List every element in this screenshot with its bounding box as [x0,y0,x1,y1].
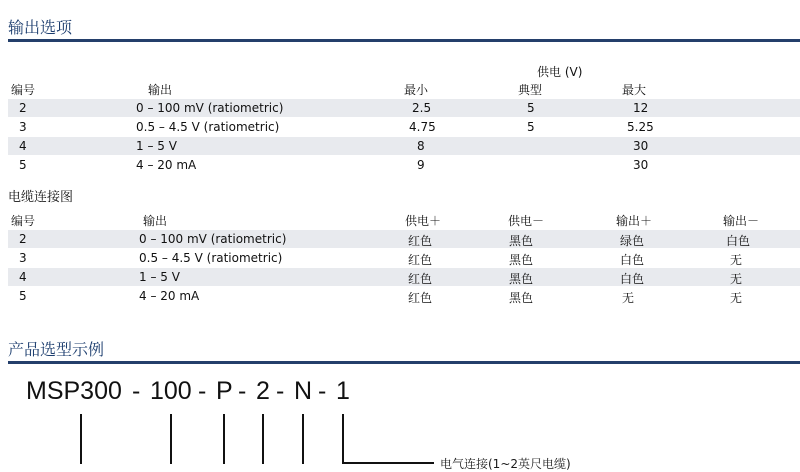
table-cell-output-minus: 无 [730,272,743,286]
part-pressure-unit: P [216,377,233,405]
table-cell-output-plus: 白色 [620,253,645,267]
table-cell-output-minus: 白色 [726,234,751,248]
part-output-code: 2 [256,377,270,405]
callout-line [302,414,304,464]
part-pressure-range: 100 [150,377,192,405]
part-separator: - [132,377,141,405]
callout-electrical-connection: 电气连接(1~2英尺电缆) [440,457,571,471]
col-header-output-minus: 输出－ [723,214,760,228]
table-cell-min: 4.75 [409,120,436,134]
table-cell-typical: 5 [527,120,535,134]
table-cell-supply-minus: 黑色 [509,291,534,305]
col-header-output: 输出 [148,83,173,97]
col-header-typical: 典型 [518,83,543,97]
table-cell-supply-minus: 黑色 [509,253,534,267]
part-separator: - [276,377,285,405]
col-header-max: 最大 [622,83,647,97]
ordering-example-title: 产品选型示例 [8,340,105,359]
table-cell-max: 30 [633,158,649,172]
row-band [8,230,800,248]
part-connector-code: N [294,377,313,405]
table-cell-code: 4 [19,139,27,153]
table-cell-output: 1 – 5 V [139,270,180,284]
table-cell-min: 8 [417,139,425,153]
table-cell-min: 2.5 [412,101,432,115]
col-header-supply-plus: 供电＋ [405,214,442,228]
table-cell-supply-plus: 红色 [408,234,433,248]
row-band [8,137,800,155]
table-cell-typical: 5 [527,101,535,115]
table-cell-max: 5.25 [627,120,654,134]
callout-line [342,462,434,464]
table-cell-code: 4 [19,270,27,284]
table-cell-output-plus: 白色 [620,272,645,286]
callout-line [80,414,82,464]
table-cell-output-plus: 无 [622,291,635,305]
row-band [8,99,800,117]
col-header-supply-minus: 供电－ [508,214,545,228]
table-cell-code: 2 [19,101,27,115]
supply-voltage-group-label: 供电 (V) [537,65,583,79]
col-header-code: 编号 [11,214,36,228]
table-cell-code: 5 [19,158,27,172]
table-cell-output: 0 – 100 mV (ratiometric) [139,232,287,246]
part-separator: - [318,377,327,405]
table-cell-supply-minus: 黑色 [509,272,534,286]
callout-line [223,414,225,464]
table-cell-code: 3 [19,251,27,265]
callout-line [342,414,344,464]
table-cell-supply-plus: 红色 [408,272,433,286]
table-cell-min: 9 [417,158,425,172]
part-model: MSP300 [26,377,122,405]
table-cell-code: 5 [19,289,27,303]
table-cell-supply-minus: 黑色 [509,234,534,248]
table-cell-output-minus: 无 [730,253,743,267]
row-band [8,268,800,286]
output-options-title: 输出选项 [8,18,73,37]
cable-wiring-title: 电缆连接图 [8,190,74,205]
table-cell-output-plus: 绿色 [620,234,645,248]
table-cell-output: 1 – 5 V [136,139,177,153]
section-divider [8,361,800,364]
table-cell-supply-plus: 红色 [408,253,433,267]
part-separator: - [198,377,207,405]
section-divider [8,39,800,42]
table-cell-max: 12 [633,101,649,115]
col-header-output: 输出 [143,214,168,228]
table-cell-code: 3 [19,120,27,134]
part-separator: - [238,377,247,405]
table-cell-output: 4 – 20 mA [136,158,197,172]
col-header-code: 编号 [11,83,36,97]
col-header-output-plus: 输出＋ [616,214,653,228]
callout-line [170,414,172,464]
table-cell-code: 2 [19,232,27,246]
table-cell-supply-plus: 红色 [408,291,433,305]
table-cell-max: 30 [633,139,649,153]
col-header-min: 最小 [404,83,429,97]
table-cell-output: 4 – 20 mA [139,289,200,303]
table-cell-output: 0.5 – 4.5 V (ratiometric) [139,251,283,265]
table-cell-output-minus: 无 [730,291,743,305]
table-cell-output: 0.5 – 4.5 V (ratiometric) [136,120,280,134]
callout-line [262,414,264,464]
table-cell-output: 0 – 100 mV (ratiometric) [136,101,284,115]
part-option-code: 1 [336,377,350,405]
